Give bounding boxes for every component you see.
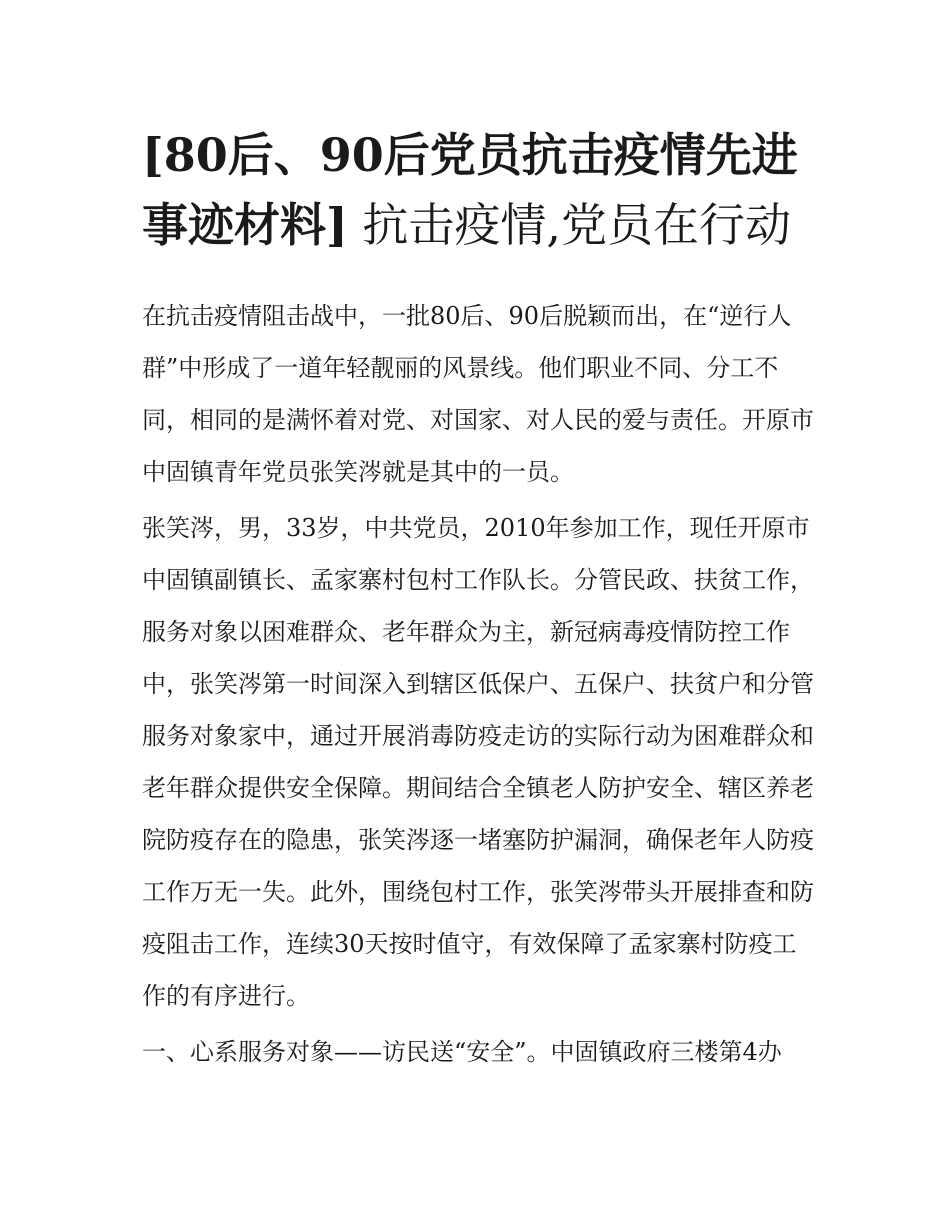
paragraph-intro: 在抗击疫情阻击战中，一批80后、90后脱颖而出，在“逆行人群”中形成了一道年轻靓丽的风景线。他们职业不同、分工不同，相同的是满怀着对党、对国家、对人民的爱与责任。开原市中固镇青年党员张笑涔就是其中的一员。 (142, 302, 814, 486)
document-title (142, 120, 814, 260)
title-main-part: 抗击疫情,党员在行动 (347, 198, 792, 252)
paragraph-section-one: 一、心系服务对象——访民送“安全”。中固镇政府三楼第4办 (142, 1038, 782, 1066)
title-bracket-part: [80后、90后党员抗击疫情先进事迹材料] (142, 128, 798, 252)
document-body (142, 120, 814, 1078)
paragraph-profile: 张笑涔，男，33岁，中共党员，2010年参加工作，现任开原市中固镇副镇长、孟家寨村包村工作队长。分管民政、扶贫工作，服务对象以困难群众、老年群众为主，新冠病毒疫情防控工作中，张笑涔第一时间深入到辖区低保户、五保户、扶贫户和分管服务对象家中，通过开展消毒防疫走访的实际行动为困难群众和老年群众提供安全保障。期间结合全镇老人防护安全、辖区养老院防疫存在的隐患，张笑涔逐一堵塞防护漏洞，确保老年人防疫工作万无一失。此外，围绕包村工作，张笑涔带头开展排查和防疫阻击工作，连续30天按时值守，有效保障了孟家寨村防疫工作的有序进行。 (142, 514, 814, 1010)
